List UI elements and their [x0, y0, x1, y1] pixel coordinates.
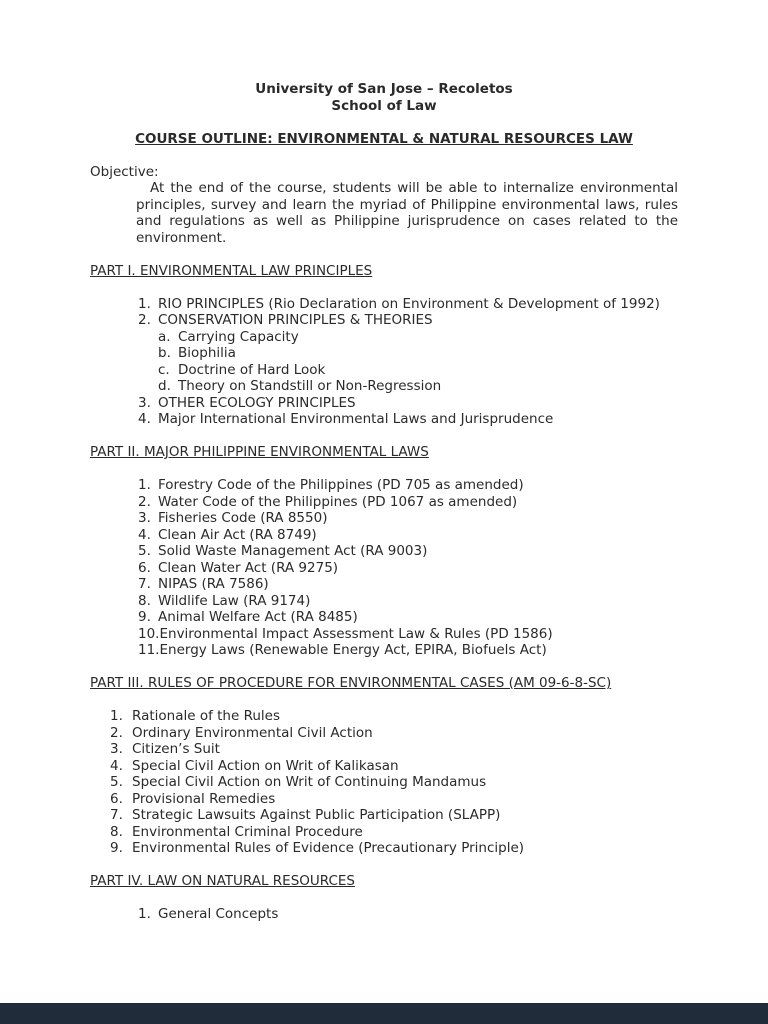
- list-item-text: General Concepts: [158, 906, 279, 922]
- list-item: [138, 543, 678, 560]
- section-heading-text: PART I. ENVIRONMENTAL LAW PRINCIPLES: [90, 262, 373, 279]
- section-heading-part1: [90, 263, 678, 280]
- list-item-number: 1.: [138, 295, 151, 312]
- list-item: [110, 725, 678, 742]
- list-item: [138, 395, 678, 412]
- list-item-number: 9.: [138, 609, 151, 625]
- list-item: [138, 906, 678, 923]
- list-subitem: [158, 378, 678, 395]
- section-heading-text: PART II. MAJOR PHILIPPINE ENVIRONMENTAL LAWS: [90, 444, 429, 460]
- list-item: [138, 494, 678, 511]
- list-item: [138, 560, 678, 577]
- section-heading-part4: [90, 873, 678, 890]
- list-item-number: 7.: [138, 576, 151, 592]
- list-item-text: RIO PRINCIPLES (Rio Declaration on Environment & Development of 1992): [158, 295, 660, 312]
- list-item-number: 5.: [110, 774, 123, 790]
- list-item-text: Solid Waste Management Act (RA 9003): [158, 543, 428, 559]
- course-title: [90, 131, 678, 148]
- list-subitem-letter: d.: [158, 378, 171, 394]
- list-item-text: OTHER ECOLOGY PRINCIPLES: [158, 394, 356, 411]
- section-list-part2: [138, 477, 678, 659]
- list-subitem: [158, 345, 678, 362]
- list-item-text: Fisheries Code (RA 8550): [158, 510, 328, 526]
- list-item: [110, 758, 678, 775]
- list-item-number: 7.: [110, 807, 123, 823]
- list-item-text: Special Civil Action on Writ of Continuing Mandamus: [132, 774, 487, 790]
- list-item-number: 4.: [138, 411, 151, 427]
- list-item: [138, 593, 678, 610]
- list-subitem-text: Doctrine of Hard Look: [178, 361, 326, 378]
- list-item-text: Special Civil Action on Writ of Kalikasan: [132, 757, 399, 774]
- document-header: [90, 81, 678, 114]
- list-item-number: 11.: [138, 642, 160, 658]
- objective-label: Objective:: [90, 163, 159, 180]
- list-item: [110, 791, 678, 808]
- section-heading-text: PART III. RULES OF PROCEDURE FOR ENVIRONMENTAL CASES (AM 09-6-8-SC): [90, 675, 612, 691]
- list-item: [138, 576, 678, 593]
- list-item: [138, 609, 678, 626]
- list-item-number: 1.: [110, 708, 123, 724]
- list-item-number: 2.: [138, 493, 151, 510]
- list-item-number: 1.: [138, 477, 151, 493]
- list-item-text: Citizen’s Suit: [132, 741, 220, 757]
- list-item-number: 2.: [138, 312, 151, 328]
- list-item: [110, 840, 678, 857]
- list-item: [110, 824, 678, 841]
- list-item: [138, 411, 678, 428]
- list-item: [138, 626, 678, 643]
- objective-block: [90, 164, 678, 247]
- list-item: [110, 774, 678, 791]
- course-title-text: COURSE OUTLINE: ENVIRONMENTAL & NATURAL RESOURCES LAW: [135, 130, 633, 147]
- list-item-number: 3.: [138, 394, 151, 411]
- school-name: School of Law: [331, 97, 437, 114]
- list-item-number: 1.: [138, 906, 151, 922]
- list-item-number: 8.: [138, 592, 151, 609]
- list-item-text: Environmental Impact Assessment Law & Rules (PD 1586): [159, 625, 553, 642]
- section-list-part3: [110, 708, 678, 857]
- viewer-bottom-bar: [0, 1003, 768, 1024]
- list-subitem-text: Biophilia: [178, 345, 236, 361]
- list-item-number: 4.: [110, 757, 123, 774]
- list-item-number: 3.: [138, 510, 151, 526]
- list-item-text: NIPAS (RA 7586): [158, 576, 269, 592]
- list-item-text: Provisional Remedies: [132, 790, 276, 807]
- section-list-part1: [138, 296, 678, 428]
- list-item-text: CONSERVATION PRINCIPLES & THEORIES: [158, 312, 433, 328]
- list-item: [138, 642, 678, 659]
- list-subitem-text: Theory on Standstill or Non-Regression: [178, 378, 442, 394]
- list-item-text: Ordinary Environmental Civil Action: [132, 724, 373, 741]
- list-item-number: 5.: [138, 543, 151, 559]
- list-item-text: Forestry Code of the Philippines (PD 705 as amended): [158, 477, 524, 493]
- list-item-number: 3.: [110, 741, 123, 757]
- list-item: [110, 708, 678, 725]
- list-item-text: Clean Air Act (RA 8749): [158, 526, 317, 543]
- list-subitem: [158, 329, 678, 346]
- list-item-number: 2.: [110, 724, 123, 741]
- list-item: [138, 477, 678, 494]
- list-subitem: [158, 362, 678, 379]
- list-item-text: Clean Water Act (RA 9275): [158, 559, 339, 576]
- objective-text: At the end of the course, students will be able to internalize environmental principles, survey and learn the myriad of Philippine environmental laws, rules and regulations as well as Philippine jurisprudence on cases related to the environment.: [136, 180, 678, 246]
- list-subitem-letter: b.: [158, 345, 171, 361]
- list-subitem-text: Carrying Capacity: [178, 328, 299, 345]
- list-item-text: Wildlife Law (RA 9174): [158, 592, 311, 609]
- list-subitem-letter: a.: [158, 328, 171, 345]
- list-item-text: Environmental Rules of Evidence (Precautionary Principle): [132, 840, 525, 856]
- list-item: [138, 527, 678, 544]
- list-item-text: Energy Laws (Renewable Energy Act, EPIRA, Biofuels Act): [159, 642, 547, 658]
- list-item-number: 8.: [110, 823, 123, 840]
- list-item-number: 4.: [138, 526, 151, 543]
- institution-name: University of San Jose – Recoletos: [255, 81, 513, 97]
- list-item: [138, 312, 678, 329]
- section-heading-part3: [90, 675, 678, 692]
- section-heading-text: PART IV. LAW ON NATURAL RESOURCES: [90, 873, 356, 889]
- list-item: [110, 807, 678, 824]
- list-item-number: 10.: [138, 625, 160, 642]
- list-item-number: 6.: [110, 790, 123, 807]
- list-item-text: Environmental Criminal Procedure: [132, 823, 363, 840]
- list-item-text: Animal Welfare Act (RA 8485): [158, 609, 358, 625]
- list-subitem-letter: c.: [158, 361, 170, 378]
- list-item-text: Major International Environmental Laws and Jurisprudence: [158, 411, 554, 427]
- list-item: [110, 741, 678, 758]
- list-item-text: Rationale of the Rules: [132, 708, 281, 724]
- list-item-text: Water Code of the Philippines (PD 1067 as amended): [158, 493, 518, 510]
- list-item: [138, 510, 678, 527]
- list-item-number: 6.: [138, 559, 151, 576]
- section-heading-part2: [90, 444, 678, 461]
- list-item-number: 9.: [110, 840, 123, 856]
- list-item: [138, 296, 678, 313]
- list-item-text: Strategic Lawsuits Against Public Participation (SLAPP): [132, 807, 501, 823]
- section-list-part4: [138, 906, 678, 923]
